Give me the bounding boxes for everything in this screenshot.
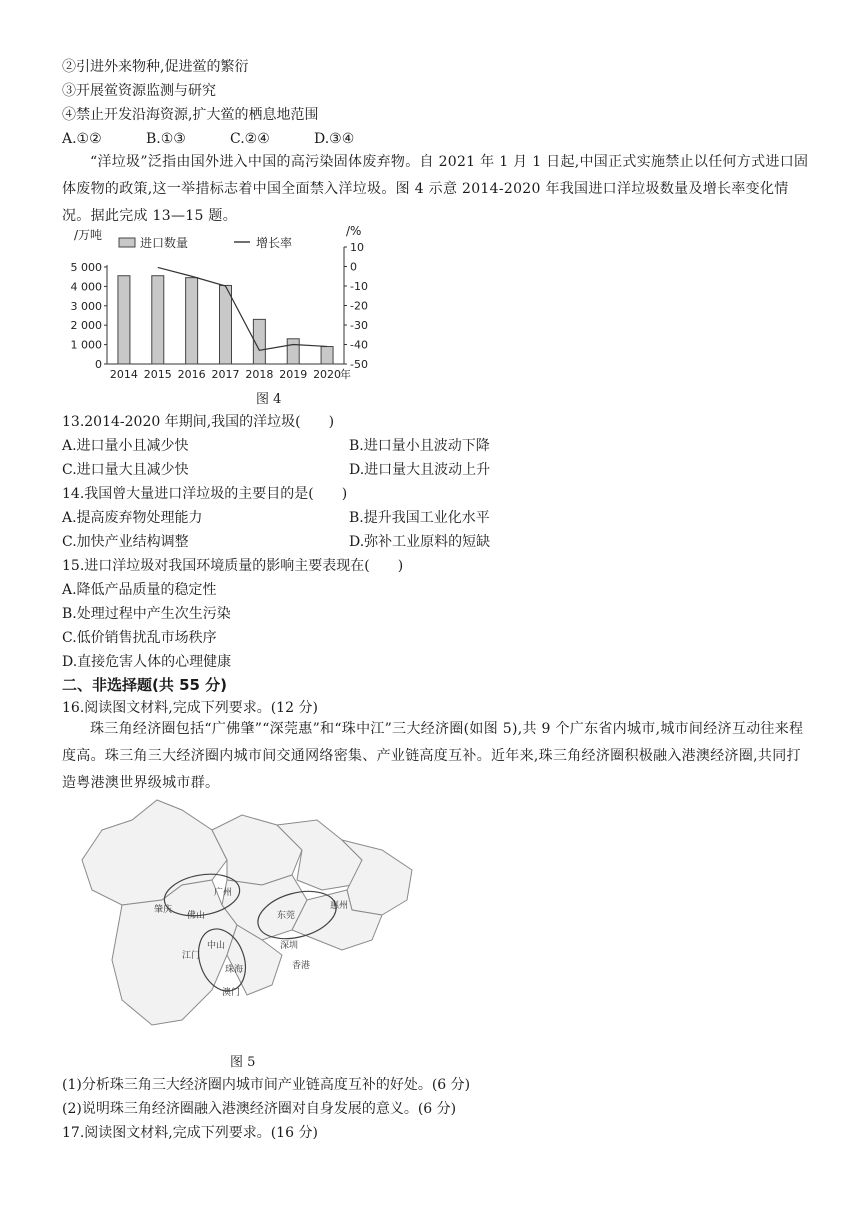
map-label-zhuhai: 珠海 — [225, 965, 244, 975]
left-axis-unit: /万吨 — [74, 228, 103, 242]
q14-stem: 14.我国曾大量进口洋垃圾的主要目的是( ) — [62, 486, 348, 502]
legend-bar-label: 进口数量 — [140, 236, 189, 250]
intro-paragraph: “洋垃圾”泛指由国外进入中国的高污染固体废弃物。自 2021 年 1 月 1 日起,中国正式实施禁止以任何方式进口固体废物的政策,这一举措标志着中国全面禁入洋垃圾。图 4 示意 2014-2020 年我国进口洋垃圾数量及增长率变化情况。据此完成 13—15 题。 — [62, 154, 809, 224]
q14-option-d: D.弥补工业原料的短缺 — [349, 534, 491, 550]
choice-b: B.①③ — [146, 131, 186, 147]
option-2-text: ②引进外来物种,促进鲎的繁衍 — [62, 59, 249, 75]
figure-4-chart — [62, 222, 382, 384]
choice-d: D.③④ — [314, 131, 355, 147]
q15-option-c: C.低价销售扰乱市场秩序 — [62, 630, 217, 646]
right-tick-label: -20 — [350, 299, 368, 313]
q16-sub-2: (2)说明珠三角经济圈融入港澳经济圈对自身发展的意义。(6 分) — [62, 1101, 457, 1117]
x-tick-label: 2014 — [109, 368, 138, 381]
x-unit-label: 年 — [340, 368, 351, 381]
right-tick-label: -50 — [350, 358, 368, 371]
bar-2015 — [152, 276, 164, 364]
q13-option-a: A.进口量小且减少快 — [62, 438, 189, 454]
map-label-xianggang: 香港 — [292, 961, 311, 971]
choice-c: C.②④ — [230, 131, 270, 147]
bar-2016 — [186, 278, 198, 364]
bar-2017 — [220, 285, 232, 364]
q15-option-d: D.直接危害人体的心理健康 — [62, 654, 232, 670]
q15-option-a: A.降低产品质量的稳定性 — [62, 582, 217, 598]
q15-option-b: B.处理过程中产生次生污染 — [62, 606, 231, 622]
map-label-dongguan: 东莞 — [277, 911, 296, 921]
option-3-text: ③开展鲎资源监测与研究 — [62, 83, 216, 99]
x-tick-label: 2018 — [245, 368, 274, 381]
q16-stem: 16.阅读图文材料,完成下列要求。(12 分) — [62, 700, 318, 716]
q13-option-b: B.进口量小且波动下降 — [349, 438, 490, 454]
q15-stem: 15.进口洋垃圾对我国环境质量的影响主要表现在( ) — [62, 558, 404, 574]
q13-option-d: D.进口量大且波动上升 — [349, 462, 491, 478]
bar-2014 — [118, 276, 130, 364]
map-label-jiangmen: 江门 — [182, 951, 201, 961]
bar-2020 — [321, 347, 333, 364]
left-tick-label: 3 000 — [70, 299, 102, 313]
q13-option-c: C.进口量大且减少快 — [62, 462, 189, 478]
legend-bar-swatch — [119, 238, 135, 247]
x-tick-label: 2015 — [143, 368, 172, 381]
right-tick-label: -10 — [350, 280, 368, 293]
figure-4-caption: 图 4 — [256, 392, 282, 407]
q16-sub-1: (1)分析珠三角三大经济圈内城市间产业链高度互补的好处。(6 分) — [62, 1077, 471, 1093]
left-tick-label: 1 000 — [70, 338, 102, 352]
right-axis-unit: /% — [346, 224, 362, 238]
right-tick-label: 0 — [350, 260, 357, 274]
choice-a: A.①② — [62, 131, 102, 147]
map-label-huizhou: 惠州 — [330, 901, 349, 911]
option-4-text: ④禁止开发沿海资源,扩大鲎的栖息地范围 — [62, 107, 319, 123]
map-label-foshan: 佛山 — [187, 911, 206, 921]
map-label-shenzhen: 深圳 — [280, 941, 299, 951]
figure-5-caption: 图 5 — [230, 1055, 256, 1070]
x-tick-label: 2017 — [211, 368, 240, 381]
bar-2019 — [287, 339, 299, 364]
q17-stem: 17.阅读图文材料,完成下列要求。(16 分) — [62, 1125, 318, 1141]
left-tick-label: 0 — [95, 358, 102, 371]
right-tick-label: -40 — [350, 338, 368, 352]
section-2-heading: 二、非选择题(共 55 分) — [62, 676, 228, 694]
x-tick-label: 2020 — [313, 368, 342, 381]
q14-option-a: A.提高废弃物处理能力 — [62, 510, 203, 526]
q16-paragraph: 珠三角经济圈包括“广佛肇”“深莞惠”和“珠中江”三大经济圈(如图 5),共 9 个广东省内城市,城市间经济互动往来程度高。珠三角三大经济圈内城市间交通网络密集、产业链高度互补。近年来,珠三角经济圈积极融入港澳经济圈,共同打造粤港澳世界级城市群。 — [62, 721, 804, 791]
q14-option-b: B.提升我国工业化水平 — [349, 510, 490, 526]
map-label-aomen: 澳门 — [222, 988, 241, 998]
map-label-zhaoqing: 肇庆 — [154, 905, 173, 915]
legend-line-label: 增长率 — [256, 236, 293, 250]
left-tick-label: 2 000 — [70, 319, 102, 333]
figure-5-map — [62, 790, 422, 1048]
map-label-zhongshan: 中山 — [207, 941, 226, 951]
q14-option-c: C.加快产业结构调整 — [62, 534, 189, 550]
x-tick-label: 2019 — [279, 368, 308, 381]
left-tick-label: 5 000 — [70, 261, 102, 274]
left-tick-label: 4 000 — [70, 280, 102, 294]
x-tick-label: 2016 — [177, 368, 206, 381]
q12-choices — [62, 129, 354, 149]
q13-stem: 13.2014-2020 年期间,我国的洋垃圾( ) — [62, 414, 335, 430]
map-label-guangzhou: 广州 — [214, 888, 233, 898]
growth-rate-line — [158, 267, 327, 350]
right-tick-label: -30 — [350, 319, 368, 332]
right-tick-label: 10 — [350, 241, 364, 254]
